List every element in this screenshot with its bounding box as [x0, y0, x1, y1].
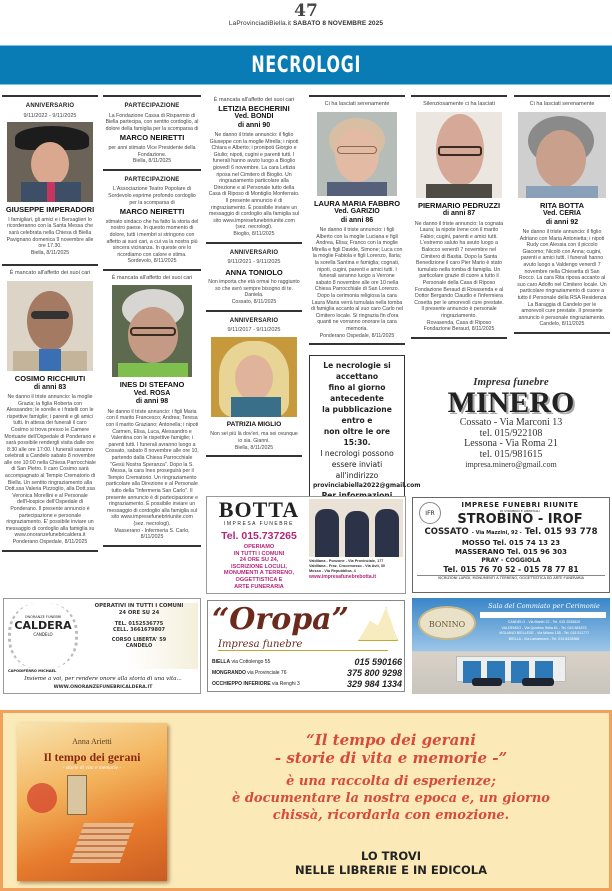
- ad-service: 24 ORE SU 24,: [239, 557, 279, 564]
- notice-body: Ne danno il triste annuncio: la moglie Grazia; la figlia Roberta con Alessandro; le sorelle e i fratelli con le rispettive famiglie; i parenti e gli amici tutti. In attesa dei funerali il caro Cosimo si trova presso le Camere Mortuarie dell'Ospedale di Ponderano e sarà possibile rendergli visita dalle ore 8:30 alle ore 17:00. I funerali saranno celebrati a Candelo sabato 8 novembre alle ore 10:00 nella Chiesa Parrocchiale di San Pietro. Il caro Cosimo sarà accompagnato al Tempio Crematorio di Biella. Un sentito ringraziamento alla Dott.ssa Valeria Pizzoglio, alla Dott.ssa Veronica Morellini e al Personale dell'Hospice dell'Ospedale di Ponderano. Il presente annuncio è partecipazione e personale ringraziamento. E' possibile inviare un messaggio di cordoglio alla famiglia su www.onoranzefunebricaldera.it: [4, 393, 96, 539]
- notice-body: Ne danno il triste annuncio: il figlio Adriano con Maria Antonietta; i nipoti Rudy con Alessia con il piccolo Giacomo; Nicolò con Anna; cugini, parenti e amici tutti. I funerali hanno avuto luogo a Valdengo venerdì 7 novembre nella Chiesetta di San Rocco. La cara Rita riposa accanto al suo caro Adolfo nel Cimitero locale. Un particolare ringraziamento di cuore a tutto il Personale della RSA Residenza La Baraggia di Candelo per le amorevoli cure prestate. Il presente annuncio è personale ringraziamento.: [517, 229, 607, 321]
- notice-body: I famigliari, gli amici e i Bersaglieri lo ricorderanno con la Santa Messa che sarà celebrata nella Chiesa di Biella Pavignano domenica 9 novembre alle ore 17.30.: [6, 216, 94, 250]
- ad-address: CORSO LIBERTA' 59: [111, 637, 167, 643]
- deceased-maiden-name: Ved. CERIA: [542, 210, 582, 218]
- ad-tagline: Impresa funebre: [473, 376, 549, 388]
- ad-phone: 015 590166: [354, 657, 402, 667]
- notice-intro: L'Associazione Teatro Popolare di Sordevolo esprime profondo cordoglio per la scomparsa di: [108, 186, 196, 206]
- ad-city: COSSATO: [424, 527, 469, 537]
- deceased-name: LAURA MARIA FABBRO: [313, 198, 401, 208]
- ad-service: ARTE FUNERARIA: [234, 583, 284, 590]
- ad-phone: Tel. 015 76 70 52 - 015 78 77 81: [443, 565, 579, 574]
- notice-intro: La Fondazione Cassa di Risparmio di Biella partecipa, con sentito cordoglio, al dolore della famiglia per la scomparsa di: [105, 112, 199, 132]
- notice-signoff: Masserano - Infermeria S. Carlo, 8/11/2025: [114, 527, 190, 541]
- ad-service: OPERIAMO: [243, 544, 275, 550]
- deceased-maiden-name: Ved. ROSA: [133, 390, 171, 398]
- portrait-photo: [518, 112, 606, 198]
- deceased-name: MARCO NEIRETTI: [119, 133, 185, 143]
- notice-heading: ANNIVERSARIO: [25, 103, 75, 109]
- notice-signoff: Biella, 8/11/2025: [30, 249, 70, 256]
- notice-imperadori: [2, 95, 98, 260]
- ad-location-row: [212, 657, 402, 668]
- site-name: LaProvinciadiBiella.it: [228, 20, 292, 27]
- bell-tower-illustration: [67, 775, 87, 815]
- ad-phone: Tel. 015 93 778: [524, 527, 598, 537]
- deceased-maiden-name: Ved. BONDI: [234, 113, 274, 121]
- ad-caldera[interactable]: [3, 598, 201, 694]
- notice-kicker: È mancato all'affetto dei suoi cari: [9, 270, 91, 277]
- deceased-maiden-name: Ved. GARIZIO: [334, 208, 380, 216]
- ad-phone: tel. 015/922108: [479, 427, 543, 439]
- ad-motto: Insieme a voi, per rendere onore alla storia di una vita...: [24, 676, 182, 682]
- deceased-name: RITA BOTTA: [539, 200, 585, 210]
- ad-service: OGGETTISTICA E: [235, 576, 283, 583]
- notice-kicker: Ci ha lasciati serenamente: [529, 101, 595, 107]
- divider: [514, 332, 610, 334]
- ad-header: Sala del Commiato per Cerimonie: [488, 602, 600, 610]
- divider: [411, 337, 507, 339]
- ad-address: Valdilana - Fraz. Crocemosso - Via Avit, 30: [309, 564, 386, 569]
- ad-strobino-irof[interactable]: [412, 497, 610, 593]
- book-author: Anna Arietti: [72, 737, 112, 746]
- notice-toniolo: [206, 242, 302, 310]
- ad-phone: tel. 015/981615: [479, 448, 543, 460]
- deceased-age: di anni 90: [237, 121, 271, 129]
- ad-website[interactable]: www.impresafunebrebotta.it: [309, 573, 377, 580]
- divider: [2, 550, 98, 552]
- section-header-bar: [0, 45, 612, 85]
- column-3: [206, 95, 302, 457]
- ad-service: MONUMENTI A TERRENO,: [223, 570, 295, 577]
- notice-body: Non importa che età ormai ho raggiunto so che avrò sempre bisogno di te. Daniela.: [208, 279, 300, 299]
- notice-becherini: [206, 95, 302, 242]
- ad-city: MONGRANDO: [212, 670, 246, 676]
- ad-brand: CALDERA: [14, 619, 72, 632]
- ad-address: - Via Mazzini, 92 -: [471, 530, 522, 536]
- deceased-name: PIERMARIO PEDRUZZI: [417, 200, 501, 210]
- ad-text: 24 ORE SU 24: [118, 610, 160, 616]
- notice-body: Ne danno il triste annuncio: la cognata Laura; la nipote Irene con il marito Fabio; cugini, parenti e amici tutti. L'estremo saluto ha avuto luogo a Balocco venerdì 7 novembre nel Cimitero di Bastia. Dopo la Santa Benedizione il caro Pier Mario è stato tumulato nella tomba di famiglia. Un particolare grazie di cuore a tutto il Personale della Casa di Riposo Fondazione Beraud di Rovasenda e al Dottor Bergando Claudio e l'infermiera Cosetta per le amorevoli cure prestate. Il presente annuncio è personale ringraziamento.: [414, 220, 504, 319]
- notice-signoff: Sordevolo, 8/11/2025: [127, 258, 177, 265]
- ad-address: via Cottolengo 55: [231, 659, 271, 665]
- notice-botta: [514, 95, 610, 332]
- ad-text: OPERATIVI IN TUTTI I COMUNI: [94, 603, 184, 609]
- ad-brand: BONINO: [418, 606, 476, 640]
- irof-logo-icon: IFR: [419, 502, 441, 524]
- column-1: [2, 95, 98, 552]
- ad-address: VALDENGO - Via Quintino Sella 61 - Tel. 015 881875: [501, 625, 587, 630]
- notice-kicker: È mancata all'affetto dei suoi cari: [213, 97, 295, 103]
- notice-signoff: Biella, 8/11/2025: [234, 444, 274, 451]
- notice-miglio: [206, 310, 302, 456]
- deceased-age: di anni 92: [545, 218, 579, 226]
- masthead: [0, 0, 612, 42]
- ad-phone: CELL. 3661679807: [113, 627, 165, 633]
- issue-date: SABATO 8 NOVEMBRE 2025: [292, 20, 384, 27]
- ad-address: Lessona - Via Roma 21: [464, 438, 558, 449]
- portrait-photo: [7, 281, 93, 371]
- notice-body: Ne danno il triste annuncio: il figlio Giuseppe con la moglie Mirella; i nipoti Chiara e Alberto; i pronipoti Giorgio e Giulio; nipoti, cugini e parenti tutti. I funerali hanno avuto luogo a Bioglio giovedì 6 novembre. La cara Letizia riposa nel Cimitero di Bioglio. Un ringraziamento particolare alla Direzione e al Personale tutto della Casa di Riposo di Montiglio Monferrato. Il presente annuncio è di ringraziamento. È possibile inviare un messaggio di cordoglio alla famiglia sul sito www.impresefunebririunite.com (sez. necrologi).: [208, 132, 300, 231]
- ad-city: CANDELO: [33, 632, 53, 637]
- notice-fabbro: [309, 95, 405, 343]
- deceased-age: di anni 87: [442, 210, 476, 218]
- geranium-illustration: [27, 783, 57, 813]
- glasses-icon: [31, 311, 69, 319]
- portrait-photo: [7, 122, 93, 202]
- ad-email: impresa.minero@gmail.com: [465, 460, 557, 469]
- book-cover-subtitle: - storie di vita e memorie -: [62, 765, 122, 771]
- info-text: fino al giorno antecedente: [328, 383, 386, 404]
- info-text: Le necrologie si accettano: [323, 361, 391, 382]
- ad-address: CANDELO: [125, 643, 153, 649]
- notice-body: stimato sindaco che ha fatto la storia del nostro paese. In questo momento di dolore, tutti i membri si stringono con affetto ai suoi cari, a cui va la nostra più sincera vicinanza. In queste ore lo ricordiamo con calore e stima.: [105, 218, 199, 258]
- notice-di-stefano: [103, 269, 201, 545]
- page-number: 47: [294, 1, 318, 21]
- notice-signoff: Biella, 8/11/2025: [132, 158, 172, 165]
- notice-heading: ANNIVERSARIO: [229, 317, 279, 324]
- ad-tagline: IMPRESA FUNEBRE: [223, 521, 294, 527]
- ad-location-row: [212, 668, 402, 679]
- ad-phone: MASSERANO Tel. 015 96 303: [455, 548, 567, 556]
- ad-minero[interactable]: [412, 370, 610, 480]
- notice-heading: ANNIVERSARIO: [229, 249, 279, 256]
- notice-heading: PARTECIPAZIONE: [124, 103, 180, 109]
- ad-book-tempo-dei-gerani[interactable]: [0, 710, 612, 891]
- notice-dates: 9/11/2021 - 9/11/2025: [227, 259, 281, 266]
- ad-brand: MINERO: [447, 386, 575, 419]
- ad-address: Mosso - Via Repubblica, 4: [309, 569, 356, 574]
- notice-signoff: Rovasenda, Casa di Riposo Fondazione Beraud, 8/11/2025: [423, 319, 495, 333]
- glasses-icon: [130, 327, 176, 336]
- submission-info-box: [309, 355, 421, 514]
- deceased-age: di anni 98: [135, 398, 169, 406]
- portrait-photo: [211, 337, 297, 417]
- ad-phone: TEL. 0152536775: [114, 621, 164, 627]
- ad-phone: Tel. 015.737265: [221, 530, 297, 542]
- submission-email-link[interactable]: provinciabiella2022@gmail.com: [313, 482, 421, 490]
- ad-header: IMPRESE FUNEBRI RIUNITE: [461, 501, 579, 509]
- deceased-name: ANNA TONIOLO: [225, 267, 283, 277]
- notice-signoff: Cossato, 8/11/2025: [231, 299, 277, 306]
- notice-signoff: Ponderano Ospedale, 8/11/2025: [319, 332, 395, 339]
- ad-website[interactable]: WWW.ONORANZEFUNEBRICALDERA.IT: [53, 685, 153, 690]
- deceased-name: MARCO NEIRETTI: [119, 207, 185, 217]
- ad-address: CANDELO - Via Martiri 22 - Tel. 015 2536820: [507, 620, 581, 624]
- deceased-name: INES DI STEFANO: [119, 380, 185, 390]
- deceased-age: di anni 83: [33, 383, 67, 391]
- deceased-name: LETIZIA BECHERINI: [218, 103, 290, 113]
- deceased-name: PATRIZIA MIGLIO: [226, 420, 282, 428]
- notice-kicker: Silenziosamente ci ha lasciati: [423, 101, 495, 107]
- column-4: [309, 95, 421, 514]
- ad-address: Cossato - Via Marconi 13: [459, 417, 563, 428]
- notice-kicker: Ci ha lasciati serenamente: [324, 101, 390, 107]
- notice-signoff: Bioglio, 8/11/2025: [233, 230, 275, 237]
- ad-subheader: ONORANZE FUNEBRI: [24, 615, 62, 619]
- ad-footer: ISCRIZIONI LAPIDI, MONUMENTI A TERRENO, OGGETTISTICA ED ARTE FUNERARIA: [417, 575, 605, 581]
- glasses-icon: [337, 146, 377, 154]
- book-quote-title: “Il tempo dei gerani: [306, 731, 476, 749]
- info-text: la pubblicazione entro e: [322, 405, 392, 426]
- ad-address: via Provinciale 76: [247, 670, 287, 676]
- notice-signoff: Ponderano Ospedale, 8/11/2025: [12, 539, 88, 545]
- notice-body: Non sei più là dov'eri, ma sei ovunque io sia. Gianni.: [210, 431, 298, 445]
- info-text: I necrologi possono: [320, 449, 394, 459]
- laurel-wreath-icon: [8, 603, 78, 669]
- stairs-illustration: [70, 823, 135, 863]
- glasses-icon: [438, 146, 482, 156]
- book-description: è una raccolta di esperienze;: [286, 774, 496, 789]
- deceased-name: GIUSEPPE IMPERADORI: [5, 205, 95, 215]
- column-2: [103, 95, 201, 547]
- ad-address: VIGLIANO BIELLESE - Via Milano 155 - Tel. 015 511777: [498, 631, 590, 635]
- ad-bonino[interactable]: [412, 598, 610, 694]
- notice-body: Ne danno il triste annuncio: i figli Alberto con la moglie Luciana e figli Andrea, Elisa; Franco con la moglie Mirella e figli Davide, Simone; Luca con la moglie Fabiola e figli Lorenzo, Ilaria; la sorella Santina e famiglia; cognati, nipoti, cugini, parenti e amici tutti. I funerali avranno luogo a Verrone sabato 8 novembre alle ore 10 nella Chiesa Parrocchiale di San Lorenzo. Dopo la cerimonia religiosa la cara Laura Maria verrà tumulata nella tomba di famiglia accanto al suo caro Carlo nel Cimitero locale. Si ringrazia fin d'ora quanti ne vorranno onorare la cara memoria.: [311, 227, 403, 332]
- notice-dates: 9/11/2022 - 9/11/2025: [23, 112, 77, 119]
- notice-body: per anni stimato Vice Presidente della Fondazione.: [108, 144, 196, 158]
- ad-city: OCCHIEPPO INFERIORE: [212, 681, 271, 687]
- book-description: chissà, ricordarla con emozione.: [272, 808, 510, 823]
- deceased-name: COSIMO RICCHIUTI: [14, 373, 86, 383]
- ad-brand: BOTTA: [218, 497, 300, 522]
- info-text: essere inviati all'indirizzo: [331, 460, 383, 481]
- ad-address: Valdilana - Ponzone - Via Provinciale, 177: [309, 559, 384, 563]
- notice-ricchiuti: [2, 264, 98, 549]
- ad-city: BIELLA: [212, 659, 231, 665]
- ad-city: PRAY - COGGIOLA: [481, 557, 541, 564]
- notice-signoff: Candelo, 8/11/2025: [539, 321, 585, 328]
- ad-tagline: Impresa funebre: [218, 639, 388, 651]
- ad-oropa[interactable]: [207, 600, 405, 692]
- portrait-photo: [416, 112, 502, 198]
- ad-address: via Renghi 3: [272, 681, 300, 687]
- column-5: [411, 95, 507, 339]
- ad-phone: 375 800 9298: [346, 668, 402, 678]
- notice-pedruzzi: [411, 95, 507, 337]
- ad-service: IN TUTTI I COMUNI: [233, 550, 285, 557]
- divider: [103, 545, 201, 547]
- ad-phone: 329 984 1334: [346, 679, 402, 689]
- portrait-photo: [112, 285, 192, 377]
- column-6: [514, 95, 610, 334]
- notice-neiretti-teatro: [103, 169, 201, 269]
- book-cover: [17, 723, 167, 881]
- ad-brand: “Oropa”: [212, 602, 349, 637]
- book-cta: NELLE LIBRERIE E IN EDICOLA: [295, 863, 487, 877]
- book-cover-title: Il tempo dei gerani: [43, 750, 141, 764]
- book-cta: LO TROVI: [360, 849, 422, 863]
- notice-body: Ne danno il triste annuncio: i figli Maria con il marito Francesco; Andrea; Teresa con il marito Graziano; Antonella; i nipoti Carmen, Elisa, Luca, Alessandro e Valentina con le rispettive famiglie; i parenti tutti. I funerali avranno luogo a Cossato, sabato 8 novembre alle ore 10, partendo dalla Chiesa Parrocchiale "Gesù Nostra Speranza". Dopo la S. Messa, la cara Ines proseguirà per il Tempio Crematorio. Un ringraziamento particolare alla Direzione e al Personale tutto della "Infermeria San Carlo". Il presente annuncio è di partecipazione e ringraziamento. È possibile inviare un messaggio di cordoglio alla famiglia sul sito www.impresefunebririunite.com (sez. necrologi).: [105, 408, 199, 527]
- ad-brand: STROBINO - IROF: [457, 512, 583, 527]
- notice-kicker: È mancata all'affetto dei suoi cari: [111, 274, 193, 281]
- deceased-age: di anni 86: [340, 216, 374, 224]
- book-description: è documentare la nostra epoca e, un giorno: [232, 791, 550, 806]
- divider: [206, 455, 302, 457]
- dateline: [0, 20, 612, 27]
- info-text: non oltre le ore 15:30.: [323, 427, 391, 448]
- ad-phone: MOSSO Tel. 015 74 13 23: [461, 539, 561, 547]
- section-title: NECROLOGI: [251, 52, 361, 78]
- ad-subheader: DI STROBINO E LIBERTALLI: [500, 509, 540, 513]
- portrait-photo: [317, 112, 397, 196]
- ad-service: ISCRIZIONE LOCULI,: [231, 563, 287, 570]
- ad-address: BIELLA - Via Lamarmora - Tel. 015 8428988: [508, 636, 580, 641]
- staff-photo: [309, 499, 403, 557]
- book-quote-subtitle: - storie di vita e memorie -”: [274, 749, 508, 767]
- mountain-logo-icon: [358, 607, 398, 641]
- ad-botta[interactable]: [206, 496, 406, 594]
- ad-owner: CAPODIFERRO MICHAEL: [8, 669, 57, 673]
- notice-heading: PARTECIPAZIONE: [124, 176, 180, 183]
- notice-dates: 9/11/2017 - 9/11/2025: [227, 327, 281, 334]
- ad-location-row: [212, 679, 402, 690]
- notice-neiretti-fondazione: [103, 95, 201, 169]
- divider: [309, 343, 405, 345]
